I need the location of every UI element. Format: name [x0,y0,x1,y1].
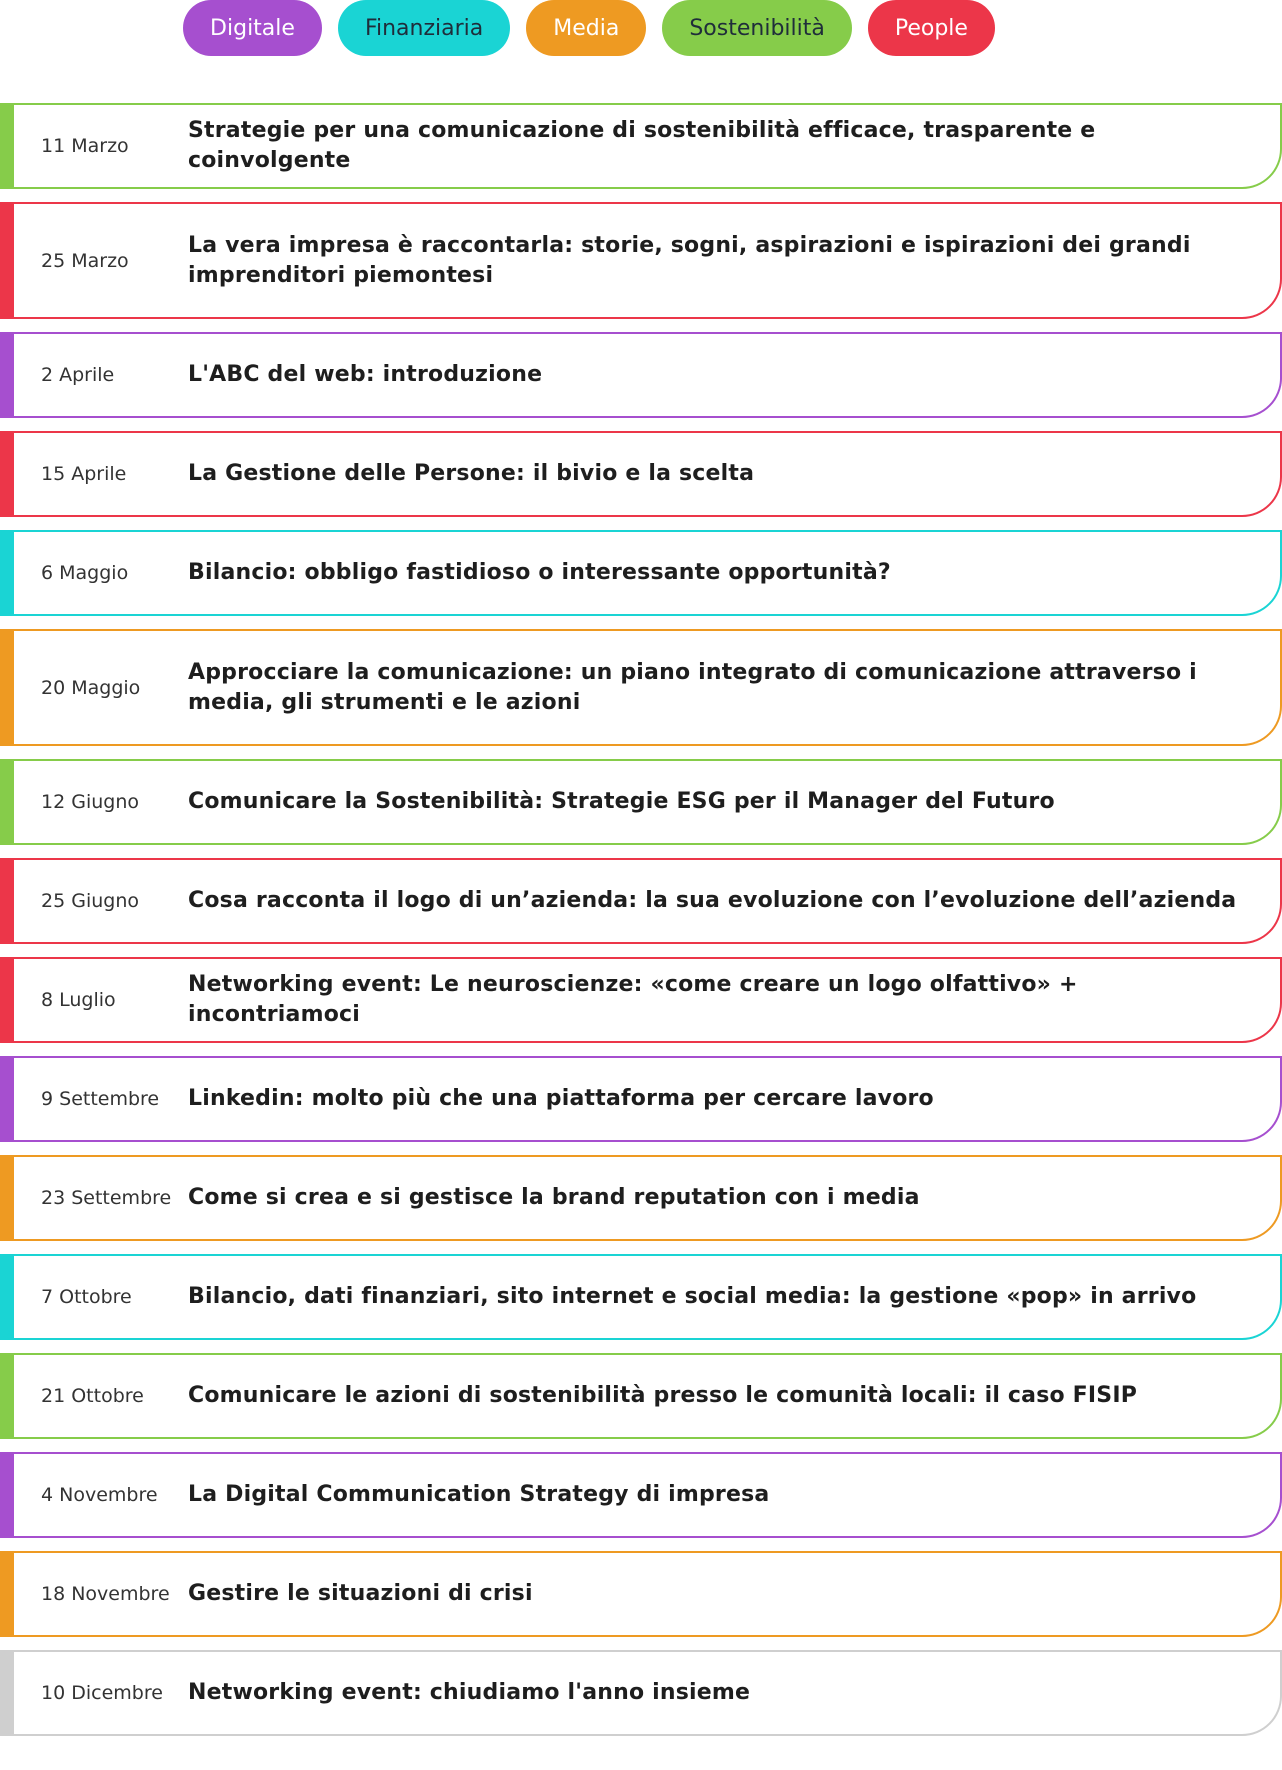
event-date: 15 Aprile [41,463,127,485]
event-date: 6 Maggio [41,562,129,584]
event-title: Networking event: chiudiamo l'anno insieme [188,1680,751,1705]
filter-pill-finanziaria[interactable]: Finanziaria [338,0,510,56]
category-color-bar [0,103,14,189]
event-row[interactable] [0,1650,1282,1736]
category-color-bar [0,1353,14,1439]
category-color-bar [0,1452,14,1538]
event-row[interactable] [0,629,1282,746]
event-row[interactable] [0,431,1282,517]
filter-pill-people[interactable]: People [868,0,995,56]
category-color-bar [0,1254,14,1340]
event-row[interactable] [0,1155,1282,1241]
event-row[interactable] [0,759,1282,845]
event-title: Approcciare la comunicazione: un piano integrato di comunicazione attraverso i media, gli strumenti e le azioni [188,659,1197,715]
event-row[interactable] [0,957,1282,1043]
event-date: 25 Giugno [41,890,139,912]
event-title: Bilancio: obbligo fastidioso o interessante opportunità? [188,560,891,585]
category-color-bar [0,957,14,1043]
event-date: 12 Giugno [41,791,139,813]
event-title: Linkedin: molto più che una piattaforma per cercare lavoro [188,1086,934,1111]
event-row[interactable] [0,1551,1282,1637]
event-date: 10 Dicembre [41,1682,163,1704]
category-color-bar [0,629,14,746]
event-date: 4 Novembre [41,1484,158,1506]
category-color-bar [0,759,14,845]
event-date: 20 Maggio [41,676,141,699]
event-date: 23 Settembre [41,1187,172,1209]
filter-pill-sostenibilita[interactable]: Sostenibilità [662,0,852,56]
event-date: 11 Marzo [41,135,129,157]
filter-pill-digitale[interactable]: Digitale [183,0,322,56]
event-title: Gestire le situazioni di crisi [188,1581,533,1606]
event-row[interactable] [0,858,1282,944]
event-title: La Digital Communication Strategy di impresa [188,1482,770,1507]
category-color-bar [0,530,14,616]
event-title: Cosa racconta il logo di un’azienda: la sua evoluzione con l’evoluzione dell’azienda [188,888,1237,913]
category-color-bar [0,858,14,944]
category-color-bar [0,431,14,517]
category-color-bar [0,1551,14,1637]
event-row[interactable] [0,202,1282,319]
category-color-bar [0,1650,14,1736]
event-date: 18 Novembre [41,1583,170,1605]
event-row[interactable] [0,1353,1282,1439]
event-row[interactable] [0,1254,1282,1340]
event-title: Bilancio, dati finanziari, sito internet e social media: la gestione «pop» in arrivo [188,1284,1197,1309]
category-color-bar [0,1056,14,1142]
event-row[interactable] [0,1056,1282,1142]
event-date: 7 Ottobre [41,1286,132,1308]
category-color-bar [0,1155,14,1241]
event-date: 2 Aprile [41,364,115,386]
event-title: Comunicare la Sostenibilità: Strategie ESG per il Manager del Futuro [188,789,1055,814]
filter-pill-media[interactable]: Media [526,0,646,56]
event-row[interactable] [0,1452,1282,1538]
event-row[interactable] [0,332,1282,418]
event-row[interactable] [0,530,1282,616]
event-title: La Gestione delle Persone: il bivio e la scelta [188,461,755,486]
event-date: 25 Marzo [41,249,129,272]
event-row[interactable] [0,103,1282,189]
event-list [0,103,1282,1749]
event-title: Networking event: Le neuroscienze: «come creare un logo olfattivo» + incontriamoci [188,972,1078,1027]
event-date: 8 Luglio [41,989,116,1011]
event-title: Comunicare le azioni di sostenibilità presso le comunità locali: il caso FISIP [188,1383,1138,1408]
event-title: L'ABC del web: introduzione [188,362,543,387]
category-color-bar [0,332,14,418]
event-title: La vera impresa è raccontarla: storie, sogni, aspirazioni e ispirazioni dei grandi imprenditori piemontesi [188,232,1191,288]
category-filter-bar [0,0,1282,56]
event-title: Come si crea e si gestisce la brand reputation con i media [188,1185,920,1210]
category-color-bar [0,202,14,319]
event-title: Strategie per una comunicazione di sostenibilità efficace, trasparente e coinvolgente [188,118,1096,173]
event-date: 21 Ottobre [41,1385,144,1407]
event-date: 9 Settembre [41,1088,160,1110]
